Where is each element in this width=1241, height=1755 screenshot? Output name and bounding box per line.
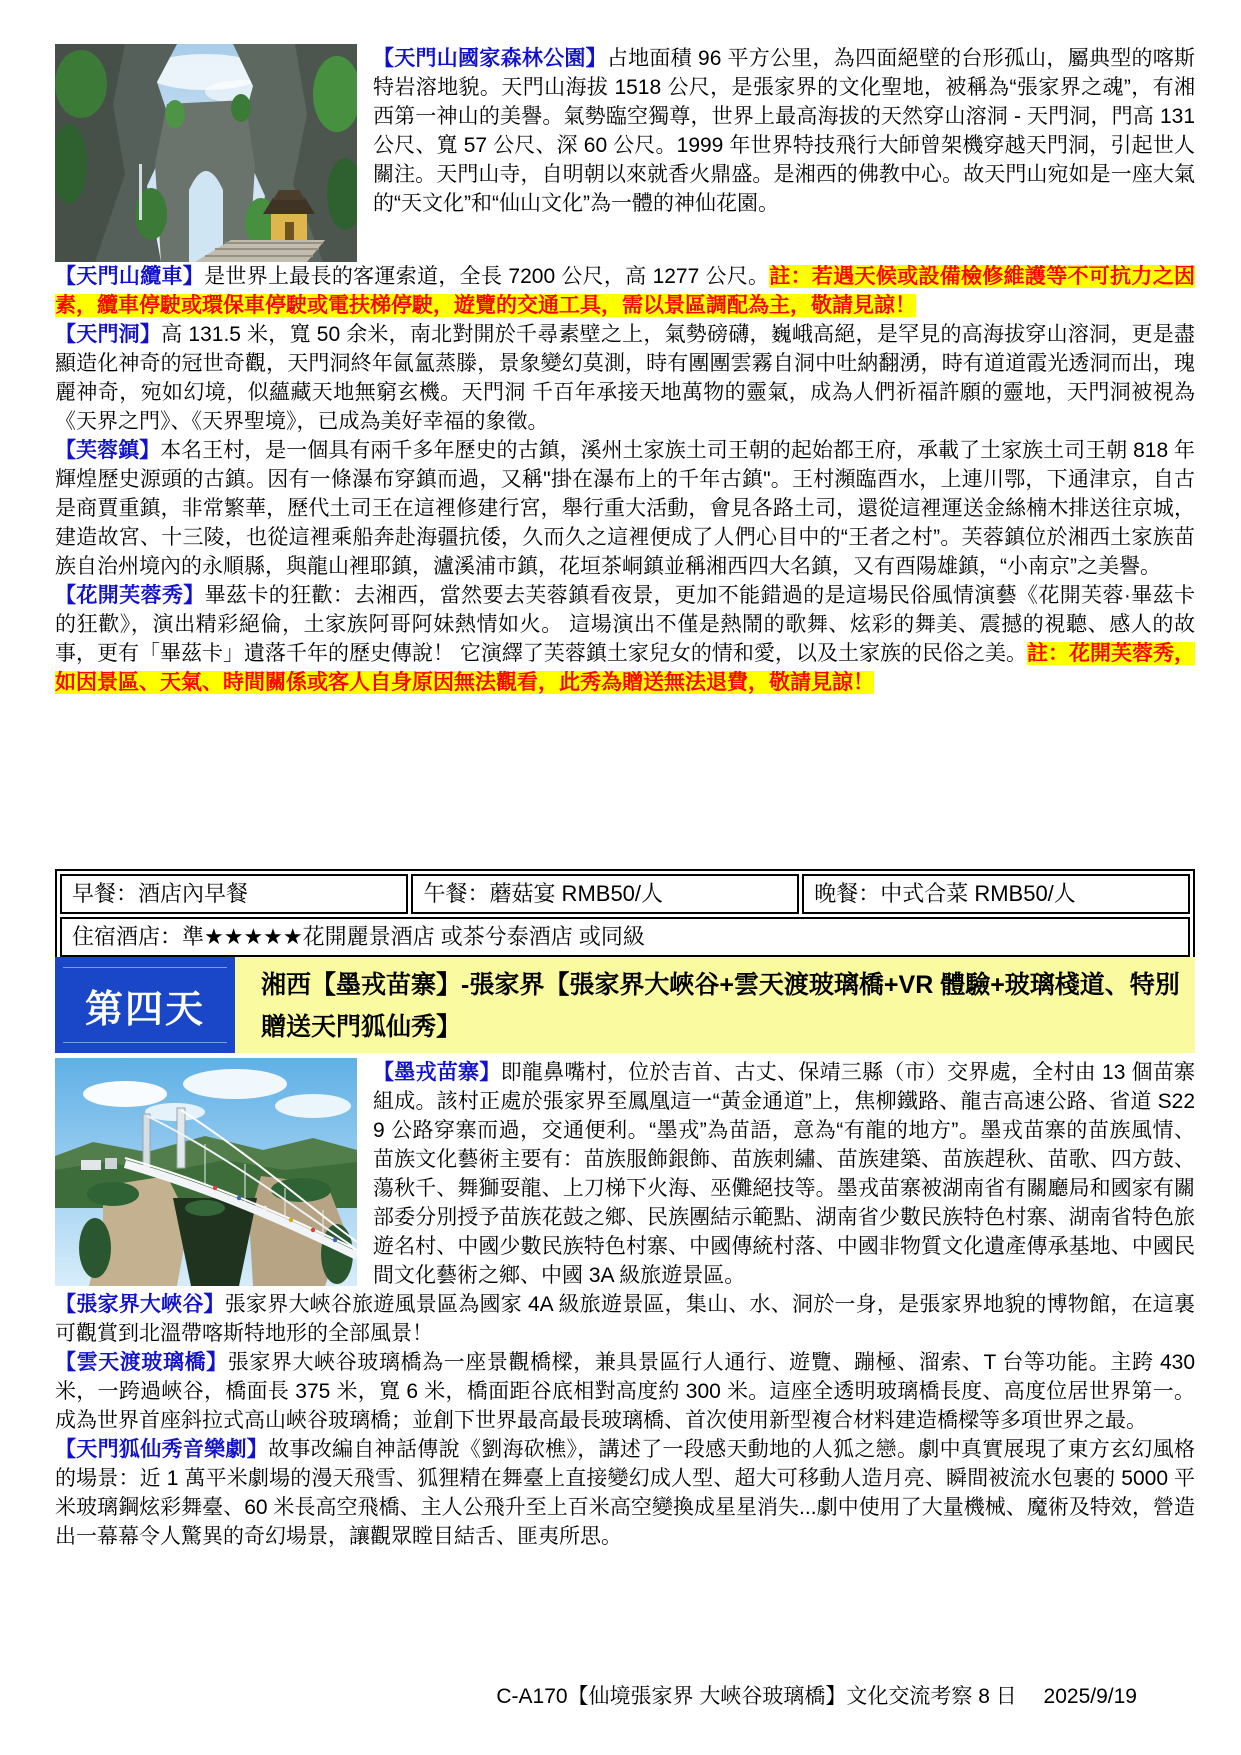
section-furong-town-title: 【芙蓉鎮】 <box>55 439 161 462</box>
section-grand-canyon-title: 【張家界大峽谷】 <box>55 1293 225 1316</box>
day4-label: 第四天 <box>63 967 227 1043</box>
section-fox-fairy-show-text: 故事改編自神話傳說《劉海砍樵》，講述了一段感天動地的人狐之戀。劇中真實展現了東方玄幻風格的場景：近 1 萬平米劇場的漫天飛雪、狐狸精在舞臺上直接變幻成人型、超大可移動人造月亮、瞬間被流水包裹的 5000 平米玻璃鋼炫彩舞臺、60 米長高空飛橋、主人公飛升至上百米高空變換成星星消失...劇中使用了大量機械、魔術及特效，營造出一幕幕令人驚異的奇幻場景，讓觀眾瞠目結舌、匪夷所思。 <box>55 1438 1196 1548</box>
section-glass-bridge-text: 張家界大峽谷玻璃橋為一座景觀橋樑，兼具景區行人通行、遊覽、蹦極、溜索、T 台等功能。主跨 430 米，一跨過峽谷，橋面長 375 米，寬 6 米，橋面距谷底相對高度約 300 米。這座全透明玻璃橋長度、高度位居世界第一。成為世界首座斜拉式高山峽谷玻璃橋；並創下世界最高最長玻璃橋、首次使用新型複合材料建造橋樑等多項世界之最。 <box>55 1351 1195 1432</box>
section-glass-bridge-title: 【雲天渡玻璃橋】 <box>55 1351 228 1374</box>
dinner-cell: 晚餐：中式合菜 RMB50/人 <box>802 874 1190 914</box>
glass-bridge-photo <box>55 1058 357 1286</box>
section-tianmen-cave-title: 【天門洞】 <box>55 323 162 346</box>
meals-row <box>60 874 1190 914</box>
section-moirong-village-text: 即龍鼻嘴村，位於吉首、古丈、保靖三縣（市）交界處，全村由 13 個苗寨組成。該村正處於張家界至鳳凰這一“黃金通道”上，焦柳鐵路、龍吉高速公路、省道 S229 公路穿寨而過，交通便利。“墨戎”為苗語，意為“有龍的地方”。墨戎苗寨的苗族風情、苗族文化藝術主要有：苗族服飾銀飾、苗族刺繡、苗族建築、苗族趕秋、苗歌、四方鼓、蕩秋千、舞獅耍龍、上刀梯下火海、巫儺絕技等。墨戎苗寨被湖南省有關廳局和國家有關部委分別授予苗族花鼓之鄉、民族團結示範點、湖南省少數民族特色村寨、湖南省特色旅遊名村、中國少數民族特色村寨、中國傳統村落、中國非物質文化遺產傳承基地、中國民間文化藝術之鄉、中國 3A 級旅遊景區。 <box>373 1061 1195 1287</box>
section-tianmen-cave-text: 高 131.5 米，寬 50 余米，南北對開於千尋素壁之上，氣勢磅礴，巍峨高絕，是罕見的高海拔穿山溶洞，更是盡顯造化神奇的冠世奇觀，天門洞終年氤氳蒸滕，景象變幻莫測，時有團團雲霧自洞中吐納翻湧，時有道道霞光透洞而出，瑰麗神奇，宛如幻境，似蘊藏天地無窮玄機。天門洞 千百年承接天地萬物的靈氣，成為人們祈福許願的靈地，天門洞被視為《天界之門》、《天界聖境》，已成為美好幸福的象徵。 <box>55 323 1196 433</box>
meals-hotel-block <box>55 869 1195 962</box>
day3-content-flow <box>55 44 1195 697</box>
section-moirong-village-title: 【墨戎苗寨】 <box>373 1061 501 1084</box>
day4-content-flow <box>55 1058 1195 1551</box>
section-tianmen-cave <box>55 320 1195 436</box>
section-tianmen-park-row <box>55 44 1195 262</box>
section-furong-show-title: 【花開芙蓉秀】 <box>55 584 205 607</box>
section-furong-town-text: 本名王村，是一個具有兩千多年歷史的古鎮，溪州土家族土司王朝的起始都王府，承載了土家族土司王朝 818 年輝煌歷史源頭的古鎮。因有一條瀑布穿鎮而過，又稱"掛在瀑布上的千年古鎮"。王村瀕臨酉水，上連川鄂，下通津京，自古是商賈重鎮，非常繁華，歷代土司王在這裡修建行宮，舉行重大活動，會見各路土司，還從這裡運送金絲楠木排送往京城，建造故宮、十三陵，也從這裡乘船奔赴海疆抗倭，久而久之這裡便成了人們心目中的“王者之村”。芙蓉鎮位於湘西土家族苗族自治州境內的永順縣，與龍山裡耶鎮，瀘溪浦市鎮，花垣茶峒鎮並稱湘西四大名鎮，又有酉陽雄鎮，“小南京”之美譽。 <box>55 439 1196 578</box>
section-furong-show-text: 畢茲卡的狂歡：去湘西，當然要去芙蓉鎮看夜景，更加不能錯過的是這場民俗風情演藝《花開芙蓉·畢茲卡的狂歡》，演出精彩絕倫，土家族阿哥阿妹熱情如火。 這場演出不僅是熱鬧的歌舞、炫彩的舞美、震撼的視聽、感人的故事，更有「畢茲卡」遺落千年的歷史傳說！ 它演繹了芙蓉鎮土家兒女的情和愛，以及土家族的民俗之美。 <box>55 584 1196 665</box>
furong-show-notice-highlight: 註：花開芙蓉秀，如因景區、天氣、時間關係或客人自身原因無法觀看，此秀為贈送無法退費，敬請見諒！ <box>55 642 1195 694</box>
section-furong-town <box>55 436 1195 581</box>
cable-car-notice-highlight: 註：若遇天候或設備檢修維護等不可抗力之因素，纜車停駛或環保車停駛或電扶梯停駛，遊覽的交通工具，需以景區調配為主，敬請見諒！ <box>55 265 1195 317</box>
section-furong-show <box>55 581 1195 697</box>
section-fox-fairy-show-title: 【天門狐仙秀音樂劇】 <box>55 1438 269 1461</box>
section-tianmen-park-text: 占地面積 96 平方公里，為四面絕壁的台形孤山，屬典型的喀斯特岩溶地貌。天門山海拔 1518 公尺，是張家界的文化聖地，被稱為“張家界之魂”，有湘西第一神山的美譽。氣勢臨空獨尊，世界上最高海拔的天然穿山溶洞 - 天門洞，門高 131 公尺、寬 57 公尺、深 60 公尺。1999 年世界特技飛行大師曾架機穿越天門洞，引起世人關注。天門山寺，自明朝以來就香火鼎盛。是湘西的佛教中心。故天門山宛如是一座大氣的“天文化”和“仙山文化”為一體的神仙花園。 <box>373 47 1195 215</box>
section-grand-canyon <box>55 1290 1195 1348</box>
tianmen-mountain-photo <box>55 44 357 262</box>
section-cable-car-title: 【天門山纜車】 <box>55 265 205 288</box>
hotel-cell: 住宿酒店：準★★★★★花開麗景酒店 或茶兮泰酒店 或同級 <box>60 917 1190 957</box>
section-fox-fairy-show <box>55 1435 1195 1551</box>
lunch-cell: 午餐：蘑菇宴 RMB50/人 <box>411 874 799 914</box>
day4-header <box>55 957 1195 1053</box>
day4-label-box <box>55 957 235 1053</box>
section-glass-bridge <box>55 1348 1195 1435</box>
meals-table <box>55 869 1195 962</box>
section-grand-canyon-text: 張家界大峽谷旅遊風景區為國家 4A 級旅遊景區，集山、水、洞於一身，是張家界地貌的博物館，在這裏可觀賞到北溫帶喀斯特地形的全部風景！ <box>55 1293 1195 1345</box>
breakfast-cell: 早餐：酒店內早餐 <box>60 874 408 914</box>
page-footer: C-A170【仙境張家界 大峽谷玻璃橋】文化交流考察 8 日 2025/9/19 <box>496 1685 1137 1708</box>
section-tianmen-park-title: 【天門山國家森林公園】 <box>373 47 607 70</box>
section-cable-car <box>55 262 1195 320</box>
section-tianmen-park <box>373 44 1195 218</box>
day4-title: 湘西【墨戎苗寨】-張家界【張家界大峽谷+雲天渡玻璃橋+VR 體驗+玻璃棧道、特別贈送天門狐仙秀】 <box>235 957 1195 1053</box>
section-cable-car-text: 是世界上最長的客運索道，全長 7200 公尺，高 1277 公尺。 <box>204 265 770 288</box>
hotel-row <box>60 917 1190 957</box>
